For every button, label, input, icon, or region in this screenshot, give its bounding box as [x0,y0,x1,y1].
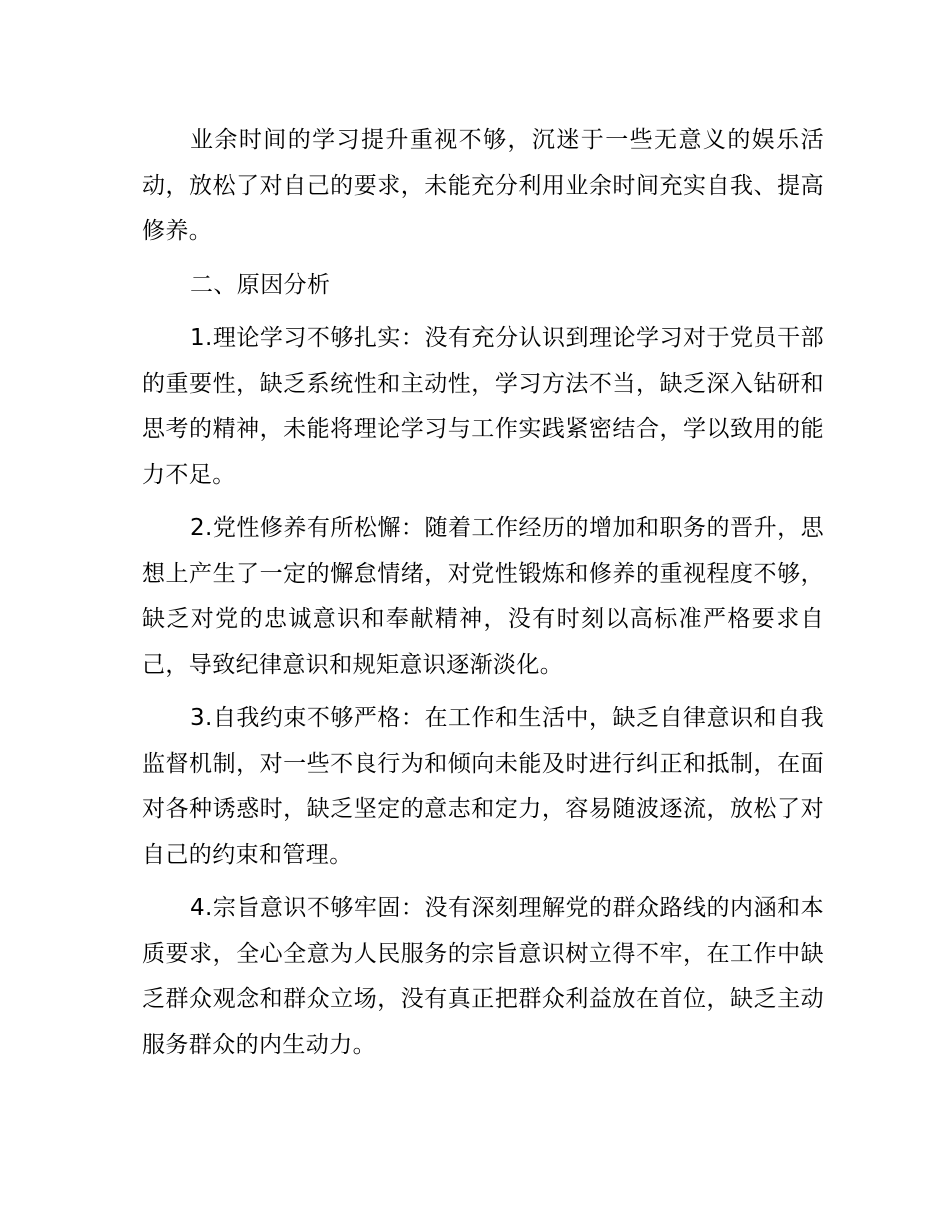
paragraph-purpose-awareness: 4.宗旨意识不够牢固：没有深刻理解党的群众路线的内涵和本质要求，全心全意为人民服务的宗旨意识树立得不牢，在工作中缺乏群众观念和群众立场，没有真正把群众利益放在首位，缺乏主动服务群众的内生动力。 [142,895,824,1058]
paragraph-self-discipline: 3.自我约束不够严格：在工作和生活中，缺乏自律意识和自我监督机制，对一些不良行为和倾向未能及时进行纠正和抵制，在面对各种诱惑时，缺乏坚定的意志和定力，容易随波逐流，放松了对自己的约束和管理。 [142,705,824,868]
paragraph-theory-study: 1.理论学习不够扎实：没有充分认识到理论学习对于党员干部的重要性，缺乏系统性和主动性，学习方法不当，缺乏深入钻研和思考的精神，未能将理论学习与工作实践紧密结合，学以致用的能力不足。 [142,325,824,488]
paragraph-leisure-study: 业余时间的学习提升重视不够，沉迷于一些无意义的娱乐活动，放松了对自己的要求，未能充分利用业余时间充实自我、提高修养。 [142,127,824,244]
paragraph-party-spirit: 2.党性修养有所松懈：随着工作经历的增加和职务的晋升，思想上产生了一定的懈怠情绪，对党性锻炼和修养的重视程度不够，缺乏对党的忠诚意识和奉献精神，没有时刻以高标准严格要求自己，导致纪律意识和规矩意识逐渐淡化。 [142,515,824,678]
section-heading-cause-analysis: 二、原因分析 [190,271,331,298]
document-body [142,118,824,1076]
